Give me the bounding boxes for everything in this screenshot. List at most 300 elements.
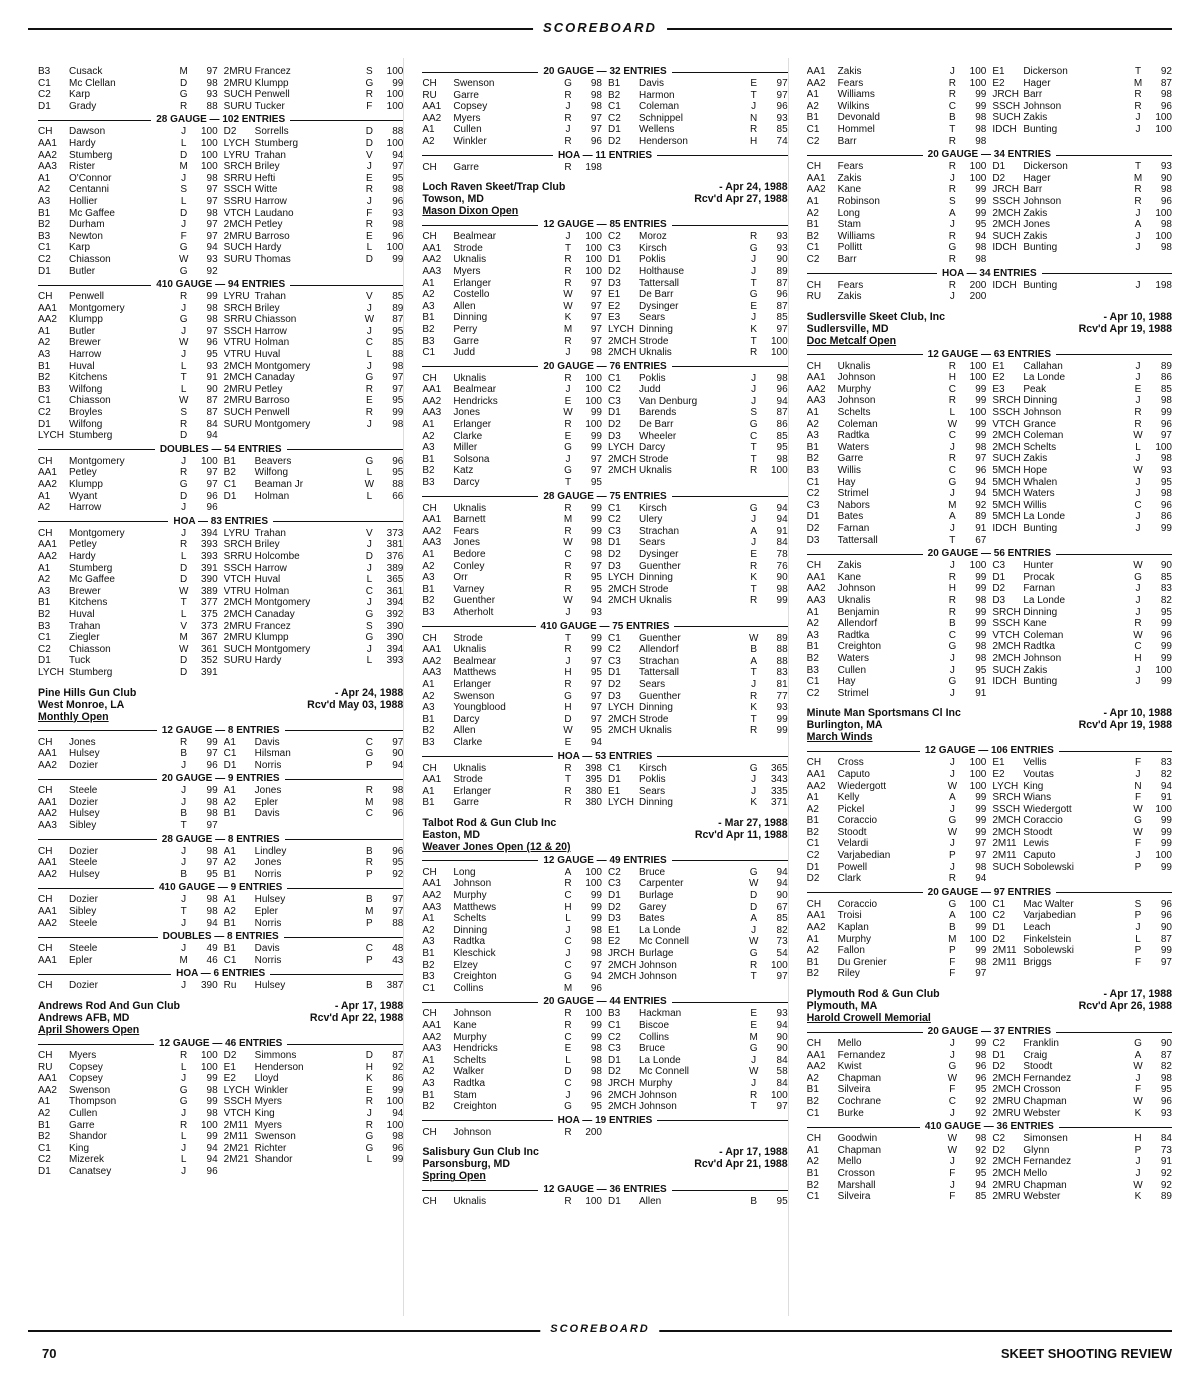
shooter-initial: L	[366, 655, 373, 667]
shooter-name: Myers	[254, 1119, 282, 1131]
gauge-rule-left	[38, 888, 154, 889]
shooter-score: 99	[590, 525, 602, 537]
shooter-score: 99	[206, 785, 218, 797]
shooter-name: Davis	[254, 736, 280, 748]
shooter-initial: J	[1135, 453, 1141, 465]
result-row	[992, 442, 1172, 454]
result-row	[38, 89, 218, 101]
result-row	[807, 208, 987, 220]
club-block	[38, 66, 403, 679]
shooter-score: 92	[206, 265, 218, 277]
gauge-header	[807, 149, 1172, 161]
class-code: D2	[608, 678, 621, 690]
shooter-name: Laudano	[254, 207, 294, 219]
class-code: CH	[806, 161, 822, 173]
shooter-score: 84	[206, 418, 218, 430]
shooter-initial: G	[1134, 815, 1142, 827]
result-row	[422, 101, 602, 113]
shooter-initial: K	[750, 323, 757, 335]
shooter-name: Long	[837, 207, 860, 219]
result-row	[992, 161, 1172, 173]
class-code: C1	[806, 1191, 820, 1203]
result-row	[422, 633, 602, 645]
shooter-initial: L	[180, 195, 187, 207]
result-row	[807, 560, 987, 572]
page-number: 70	[42, 1346, 57, 1361]
result-row	[992, 595, 1172, 607]
shooter-name: Tattersall	[837, 534, 878, 546]
results-right	[608, 373, 788, 489]
result-row	[224, 857, 404, 869]
shooter-score: 98	[975, 242, 987, 254]
shooter-name: Swenson	[69, 1084, 111, 1096]
class-code: AA2	[38, 479, 57, 490]
shooter-initial: T	[564, 632, 572, 644]
class-code: C2	[608, 1031, 621, 1043]
shooter-name: Miller	[453, 442, 478, 454]
shooter-initial: J	[1135, 922, 1141, 934]
shooter-score: 85	[776, 913, 788, 925]
result-row	[608, 373, 788, 385]
result-row	[422, 1090, 602, 1102]
results-left	[422, 867, 602, 995]
gauge-header	[422, 150, 787, 162]
shooter-score: 89	[776, 265, 788, 277]
result-row	[807, 1061, 987, 1073]
shooter-score: 99	[975, 207, 987, 219]
shooter-score: 393	[200, 550, 218, 562]
shooter-initial: W	[748, 1066, 759, 1078]
result-row	[224, 748, 404, 760]
result-row	[38, 291, 218, 303]
shooter-name: Hardy	[69, 137, 96, 149]
shooter-score: 98	[206, 314, 218, 326]
class-code: LYCH	[38, 666, 64, 678]
result-row	[807, 827, 987, 839]
results-right	[608, 1008, 788, 1112]
shooter-name: Johnson	[453, 1126, 492, 1138]
result-row	[422, 78, 602, 90]
shooter-name: De Barr	[639, 419, 674, 431]
club-date: - Apr 17, 1988	[1103, 988, 1172, 1000]
shooter-score: 94	[776, 866, 788, 878]
shooter-initial: R	[948, 395, 956, 407]
result-row	[608, 407, 788, 419]
shooter-name: Harrow	[69, 349, 102, 361]
gauge-label: 410 GAUGE — 94 ENTRIES	[156, 279, 286, 291]
shooter-score: 99	[392, 1084, 404, 1096]
shooter-initial: J	[1135, 664, 1141, 676]
shooter-score: 95	[590, 725, 602, 737]
result-row	[992, 804, 1172, 816]
shooter-initial: L	[1135, 933, 1141, 945]
shooter-initial: L	[180, 1131, 187, 1143]
shooter-initial: R	[948, 606, 956, 618]
shooter-score: 100	[200, 126, 218, 138]
shooter-initial: W	[364, 479, 375, 490]
class-code: D1	[806, 861, 820, 873]
shooter-score: 96	[206, 490, 218, 502]
shooter-initial: J	[1135, 112, 1141, 124]
shooter-score: 97	[590, 702, 602, 714]
gauge-rule-left	[422, 860, 538, 861]
shooter-initial: T	[1134, 161, 1142, 173]
result-row	[422, 324, 602, 336]
class-code: AA1	[422, 384, 442, 396]
results-right	[992, 161, 1172, 265]
results-left	[38, 291, 218, 442]
results-right	[224, 737, 404, 772]
shooter-name: Kelly	[837, 792, 860, 804]
shooter-initial: D	[180, 655, 188, 667]
result-row	[38, 644, 218, 656]
shooter-score: 95	[590, 477, 602, 489]
result-row	[608, 925, 788, 937]
shooter-initial: L	[180, 608, 187, 620]
result-row	[992, 781, 1172, 793]
class-code: D1	[806, 511, 820, 523]
shooter-score: 99	[975, 195, 987, 207]
shooter-score: 98	[590, 89, 602, 101]
class-code: CH	[422, 1126, 437, 1138]
result-row	[807, 583, 987, 595]
gauge-section	[38, 725, 403, 772]
shooter-initial: W	[947, 1072, 958, 1084]
shooter-score: 97	[975, 453, 987, 465]
class-code: B2	[422, 595, 435, 607]
class-code: AA3	[422, 407, 442, 419]
shooter-initial: B	[366, 980, 373, 992]
class-code: AA1	[806, 571, 826, 583]
shooter-name: Lewis	[1023, 838, 1049, 850]
gauge-section	[422, 219, 787, 359]
shooter-score: 97	[590, 713, 602, 725]
class-code: CH	[38, 785, 53, 797]
shooter-name: Tuck	[69, 655, 91, 667]
shooter-name: Francez	[254, 620, 291, 632]
shooter-name: Conley	[453, 560, 485, 572]
class-code: C3	[608, 1043, 621, 1055]
shooter-score: 395	[585, 774, 602, 786]
results-left	[38, 894, 218, 929]
result-row	[422, 454, 602, 466]
result-row	[608, 324, 788, 336]
shooter-score: 99	[1160, 618, 1172, 630]
shooter-initial: J	[1135, 207, 1141, 219]
shooter-score: 98	[392, 785, 404, 797]
class-code: B1	[422, 797, 435, 809]
result-row	[224, 528, 404, 540]
class-code: D1	[38, 418, 51, 430]
result-row	[224, 161, 404, 173]
shooter-name: Strode	[639, 335, 669, 347]
shooter-name: Strimel	[837, 488, 869, 500]
shooter-initial: H	[564, 667, 572, 679]
result-row	[224, 491, 404, 503]
shooter-name: Webster	[1023, 1107, 1061, 1119]
result-row	[422, 373, 602, 385]
shooter-score: 87	[392, 1050, 404, 1061]
shooter-name: Hendricks	[453, 1043, 498, 1055]
class-code: AA2	[806, 1061, 826, 1073]
shooter-name: Chiasson	[69, 643, 111, 655]
class-code: 2MCH	[608, 335, 637, 347]
shooter-name: Dozier	[69, 759, 98, 771]
shooter-score: 97	[206, 857, 218, 869]
class-code: B2	[422, 1101, 435, 1113]
shooter-initial: R	[180, 736, 188, 748]
shooter-score: 97	[590, 959, 602, 971]
class-code: B1	[806, 956, 819, 968]
shooter-score: 96	[590, 135, 602, 147]
class-code: A2	[806, 1072, 819, 1084]
shooter-name: Perry	[453, 323, 478, 335]
shooter-name: Zakis	[1023, 207, 1048, 219]
shooter-name: Pollitt	[837, 242, 863, 254]
gauge-section	[422, 361, 787, 489]
shooter-name: Stumberg	[69, 430, 113, 442]
shooter-score: 95	[590, 667, 602, 679]
shooter-score: 90	[1160, 1038, 1172, 1049]
result-row	[608, 78, 788, 90]
gauge-section	[38, 279, 403, 442]
result-row	[38, 326, 218, 338]
shooter-name: Darcy	[453, 713, 480, 725]
shooter-name: King	[254, 1107, 275, 1119]
result-row	[807, 196, 987, 208]
result-row	[224, 808, 404, 820]
gauge-label: 12 GAUGE — 85 ENTRIES	[543, 219, 667, 231]
class-code: 2MCH	[992, 430, 1021, 442]
shooter-initial: R	[564, 265, 572, 277]
class-code: SSCH	[223, 1096, 252, 1108]
result-row	[38, 184, 218, 196]
result-row	[38, 266, 218, 278]
class-code: C3	[806, 499, 820, 511]
result-row	[422, 948, 602, 960]
result-row	[807, 419, 987, 431]
class-code: B3	[806, 465, 819, 477]
results-left	[807, 560, 987, 699]
gauge-rule-right	[285, 779, 404, 780]
shooter-name: Klumpp	[69, 314, 103, 326]
class-code: A2	[806, 618, 819, 630]
result-row	[224, 101, 404, 113]
shooter-name: Atherholt	[453, 606, 494, 618]
club-subheader	[807, 323, 1172, 335]
shooter-score: 94	[776, 878, 788, 890]
shooter-name: Waters	[837, 441, 869, 453]
shooter-score: 100	[585, 265, 602, 277]
shooter-initial: J	[949, 664, 955, 676]
shooter-name: Canaday	[254, 372, 295, 384]
shooter-name: Richter	[254, 1142, 287, 1154]
results-right	[224, 846, 404, 881]
class-code: CH	[806, 279, 822, 291]
shooter-initial: W	[1133, 465, 1143, 477]
shooter-score: 97	[206, 66, 218, 77]
result-row	[608, 774, 788, 786]
result-row	[608, 714, 788, 726]
class-code: B1	[38, 597, 51, 609]
shooter-initial: J	[565, 948, 571, 960]
gauge-label: 12 GAUGE — 8 ENTRIES	[161, 724, 280, 736]
class-code: C1	[608, 762, 621, 774]
shooter-score: 93	[776, 231, 788, 243]
shooter-name: Stoodt	[837, 826, 867, 838]
shooter-initial: W	[1133, 629, 1143, 641]
shooter-initial: R	[564, 1008, 572, 1020]
shooter-score: 99	[392, 253, 404, 265]
shooter-initial: T	[180, 906, 187, 918]
shooter-initial: S	[180, 184, 187, 196]
shooter-name: Davis	[639, 78, 665, 89]
shooter-name: Mello	[1023, 1167, 1048, 1179]
result-row	[422, 1008, 602, 1020]
club-received: Rcv'd Apr 22, 1988	[309, 1012, 404, 1024]
shooter-name: Holman	[254, 337, 290, 349]
shooter-score: 389	[386, 562, 404, 574]
result-row	[807, 523, 987, 535]
shooter-name: Allendorf	[837, 618, 878, 630]
shooter-name: Burlage	[639, 948, 674, 960]
shooter-score: 96	[206, 1165, 218, 1177]
result-row	[807, 910, 987, 922]
shooter-initial: T	[750, 277, 757, 289]
shooter-score: 100	[969, 66, 987, 77]
shooter-name: Johnson	[453, 1008, 492, 1020]
shooter-name: Mizerek	[69, 1154, 105, 1166]
results-right	[992, 361, 1172, 547]
shooter-name: King	[69, 1142, 90, 1154]
class-code: AA1	[38, 302, 57, 314]
class-code: A1	[38, 325, 51, 337]
results-right	[224, 943, 404, 966]
shooter-name: O'Connor	[69, 172, 112, 184]
result-row	[224, 1050, 404, 1062]
class-code: LYRU	[223, 527, 250, 539]
shooter-name: Poklis	[639, 774, 666, 786]
results-grid	[38, 456, 403, 514]
result-row	[224, 372, 404, 384]
shooter-score: 99	[1160, 861, 1172, 873]
class-code: C1	[806, 1107, 820, 1119]
shooter-initial: J	[1135, 230, 1141, 242]
shooter-score: 365	[386, 574, 404, 586]
gauge-label: DOUBLES — 8 ENTRIES	[162, 931, 279, 943]
shooter-score: 96	[392, 1142, 404, 1154]
shooter-initial: D	[180, 490, 188, 502]
shooter-initial: E	[750, 549, 757, 560]
result-row	[38, 857, 218, 869]
class-code: 2MCH	[608, 725, 637, 737]
shooter-score: 99	[975, 383, 987, 395]
shooter-name: Mc Connell	[639, 1066, 690, 1078]
shooter-score: 198	[585, 161, 602, 173]
result-row	[224, 196, 404, 208]
result-row	[992, 827, 1172, 839]
class-code: CH	[422, 1196, 437, 1208]
gauge-header	[422, 491, 787, 503]
shooter-initial: W	[364, 314, 375, 326]
result-row	[38, 980, 218, 992]
shooter-initial: J	[949, 172, 955, 184]
shooter-initial: E	[366, 1084, 373, 1096]
class-code: B1	[422, 583, 435, 595]
shooter-score: 98	[975, 594, 987, 606]
shooter-score: 97	[590, 289, 602, 301]
shooter-initial: T	[1134, 66, 1142, 77]
class-code: AA3	[806, 395, 826, 407]
shooter-score: 98	[590, 924, 602, 936]
shooter-score: 380	[585, 797, 602, 809]
class-code: C2	[806, 488, 820, 500]
result-row	[608, 465, 788, 477]
gauge-label: HOA — 19 ENTRIES	[557, 1114, 653, 1126]
class-code: B1	[223, 917, 236, 929]
shooter-initial: P	[1134, 861, 1142, 873]
shooter-name: Kitchens	[69, 597, 108, 609]
shooter-score: 99	[975, 571, 987, 583]
shooter-score: 96	[392, 195, 404, 207]
class-code: SUCH	[992, 453, 1021, 465]
shooter-score: 91	[1160, 792, 1172, 804]
class-code: AA1	[422, 878, 442, 890]
shooter-name: Carpenter	[639, 878, 684, 890]
result-row	[422, 679, 602, 691]
result-row	[422, 656, 602, 668]
class-code: AA1	[422, 242, 442, 254]
shooter-initial: D	[365, 1050, 373, 1061]
shooter-initial: T	[750, 713, 757, 725]
shooter-initial: P	[366, 917, 373, 929]
gauge-rule-right	[290, 285, 403, 286]
result-row	[38, 539, 218, 551]
results-left	[38, 1050, 218, 1178]
class-code: E3	[608, 312, 621, 324]
gauge-rule-left	[807, 892, 923, 893]
shooter-name: Dozier	[69, 980, 98, 992]
class-code: SURU	[223, 253, 253, 265]
shooter-score: 97	[392, 372, 404, 384]
shooter-name: Thomas	[254, 253, 291, 265]
results-right	[224, 126, 404, 277]
class-code: CH	[806, 560, 822, 572]
class-code: C2	[38, 89, 51, 101]
result-row	[224, 574, 404, 586]
shooter-name: Ulery	[639, 514, 663, 526]
shooter-name: Dawson	[69, 126, 106, 138]
shooter-score: 98	[392, 418, 404, 430]
shooter-name: Leach	[1023, 922, 1051, 934]
class-code: D3	[608, 690, 621, 702]
shooter-score: 93	[776, 112, 788, 124]
class-code: A1	[38, 1096, 51, 1108]
result-row	[807, 873, 987, 885]
shooter-initial: J	[1135, 676, 1141, 688]
shooter-name: Myers	[453, 265, 481, 277]
page-footer	[28, 1322, 1172, 1362]
shooter-name: Jones	[453, 537, 481, 549]
shooter-initial: T	[750, 89, 757, 101]
class-code: RU	[38, 1061, 53, 1073]
shooter-score: 361	[200, 643, 218, 655]
class-code: B1	[223, 455, 236, 467]
class-code: A1	[223, 785, 236, 797]
class-code: CH	[806, 1038, 822, 1049]
shooter-name: Coraccio	[837, 815, 878, 827]
shooter-name: Bates	[837, 511, 864, 523]
